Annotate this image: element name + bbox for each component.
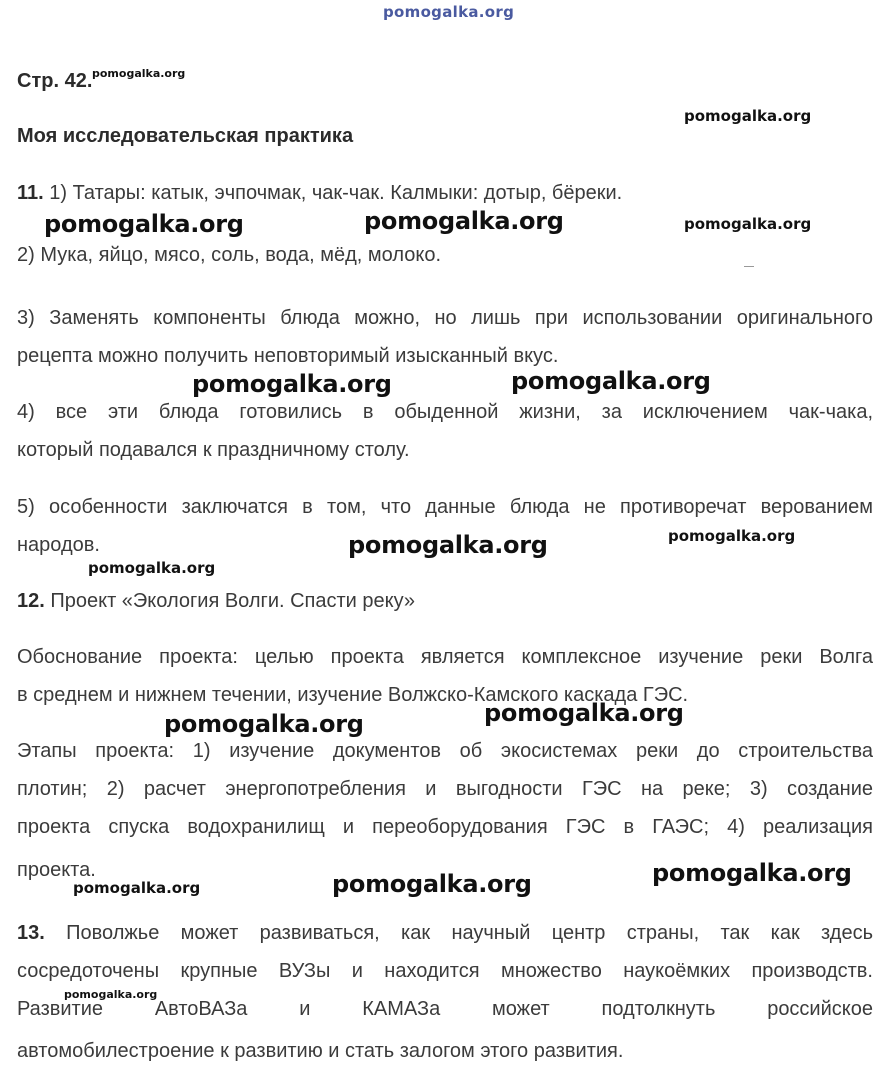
task12-heading	[17, 590, 415, 612]
page-label: Стр. 42.	[17, 70, 93, 92]
watermark-top: pomogalka.org	[383, 3, 515, 21]
watermark: pomogalka.org	[164, 710, 364, 738]
task13-line1-text: Поволжье может развиваться, как научный центр страны, так как здесь	[66, 922, 873, 944]
task12-stages-line3: проекта спуска водохранилищ и переоборудования ГЭС в ГАЭС; 4) реализация	[17, 816, 873, 838]
watermark: pomogalka.org	[64, 988, 158, 1001]
watermark: pomogalka.org	[44, 210, 244, 238]
task12-rationale-line1: Обоснование проекта: целью проекта является комплексное изучение реки Волга	[17, 646, 873, 668]
task11-item5-line1: 5) особенности заключатся в том, что данные блюда не противоречат верованием	[17, 496, 873, 518]
watermark: pomogalka.org	[73, 879, 201, 897]
task13-line4: автомобилестроение к развитию и стать залогом этого развития.	[17, 1040, 624, 1062]
watermark: pomogalka.org	[348, 531, 548, 559]
task11-item4-line2: который подавался к праздничному столу.	[17, 439, 410, 461]
task12-title: Проект «Экология Волги. Спасти реку»	[50, 590, 415, 612]
watermark: pomogalka.org	[88, 559, 216, 577]
task13-number: 13.	[17, 922, 45, 944]
task11-item3-line1: 3) Заменять компоненты блюда можно, но лишь при использовании оригинального	[17, 307, 873, 329]
watermark: pomogalka.org	[684, 215, 812, 233]
task12-rationale-line2: в среднем и нижнем течении, изучение Волжско-Камского каскада ГЭС.	[17, 684, 689, 706]
task12-stages-line1: Этапы проекта: 1) изучение документов об экосистемах реки до строительства	[17, 740, 873, 762]
task11-item1	[17, 182, 622, 204]
task11-number: 11.	[17, 182, 44, 204]
task11-item5-line2: народов.	[17, 534, 100, 556]
watermark: pomogalka.org	[684, 107, 812, 125]
task12-stages-line2: плотин; 2) расчет энергопотребления и выгодности ГЭС на реке; 3) создание	[17, 778, 873, 800]
stray-mark	[744, 266, 754, 267]
task13-line1	[17, 922, 873, 944]
watermark: pomogalka.org	[92, 67, 186, 80]
watermark: pomogalka.org	[668, 527, 796, 545]
watermark: pomogalka.org	[511, 367, 711, 395]
section-title: Моя исследовательская практика	[17, 125, 354, 147]
task11-item4-line1: 4) все эти блюда готовились в обыденной жизни, за исключением чак-чака,	[17, 401, 873, 423]
task13-line2: сосредоточены крупные ВУЗы и находится множество наукоёмких производств.	[17, 960, 873, 982]
watermark: pomogalka.org	[332, 870, 532, 898]
task11-item1-text: 1) Татары: катык, эчпочмак, чак-чак. Калмыки: дотыр, бёреки.	[49, 182, 623, 204]
task12-number: 12.	[17, 590, 45, 612]
watermark: pomogalka.org	[652, 859, 852, 887]
task13-line3: Развитие АвтоВАЗа и КАМАЗа может подтолкнуть российское	[17, 998, 873, 1020]
task11-item3-line2: рецепта можно получить неповторимый изысканный вкус.	[17, 345, 559, 367]
watermark: pomogalka.org	[192, 370, 392, 398]
watermark: pomogalka.org	[484, 699, 684, 727]
task11-item2: 2) Мука, яйцо, мясо, соль, вода, мёд, молоко.	[17, 244, 442, 266]
task12-stages-line4: проекта.	[17, 859, 96, 881]
watermark: pomogalka.org	[364, 207, 564, 235]
